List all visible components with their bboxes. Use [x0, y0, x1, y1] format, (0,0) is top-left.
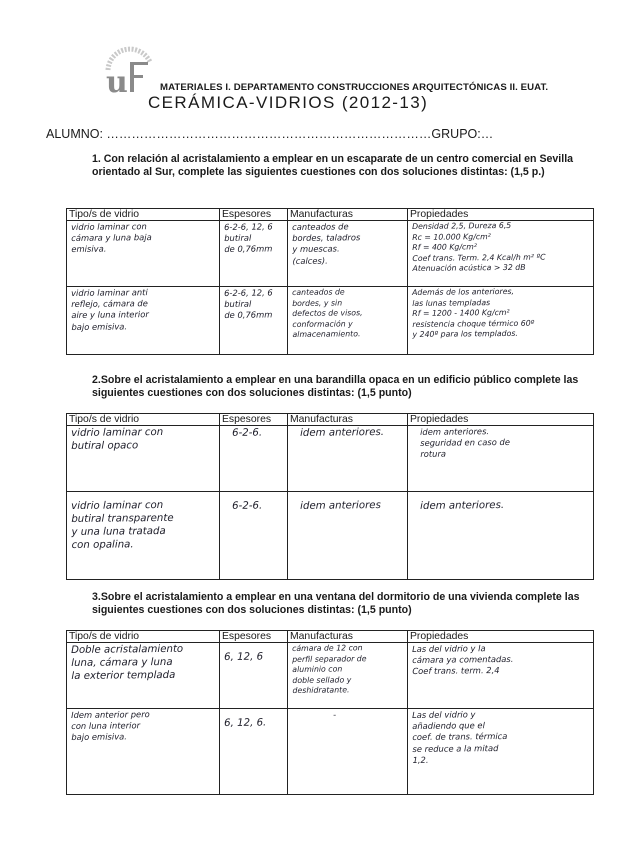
column-header-espesores: Espesores [220, 631, 288, 643]
table-row [67, 492, 594, 580]
answer-propiedades: Densidad 2,5, Dureza 6,5 Rc = 10.000 Kg/cm² Rf = 400 Kg/cm² Coef trans. Term. 2,4 Kcal/h m² ºC Atenuación acústica > 32 dB [412, 220, 546, 274]
answer-tipo: vidrio laminar con cámara y luna baja emisiva. [71, 221, 152, 255]
student-group-line: ALUMNO: ……………………………………………………………………GRUPO:… [46, 127, 494, 141]
column-header-espesores: Espesores [220, 209, 288, 221]
answer-espesores: 6-2-6, 12, 6 butiral de 0,76mm [224, 221, 273, 255]
column-header-tipo: Tipo/s de vidrio [67, 209, 220, 221]
question-2-table [66, 413, 594, 580]
column-header-propiedades: Propiedades [408, 209, 594, 221]
answer-espesores: 6-2-6. [232, 500, 263, 512]
question-1-text: 1. Con relación al acristalamiento a emplear en un escaparate de un centro comercial en Sevilla orientado al Sur, complete las siguientes cuestiones con dos soluciones distintas: (1,5 p.) [92, 153, 574, 179]
question-1-table [66, 208, 594, 355]
answer-manufacturas: cámara de 12 con perfil separador de aluminio con doble sellado y deshidratante. [292, 643, 367, 696]
question-2-text: 2.Sobre el acristalamiento a emplear en una barandilla opaca en un edificio público complete las siguientes cuestiones con dos soluciones distintas: (1,5 punto) [92, 374, 579, 400]
answer-espesores: 6, 12, 6. [224, 717, 267, 729]
column-header-manufacturas: Manufacturas [288, 631, 408, 643]
table-header-row [67, 209, 594, 221]
university-logo [100, 42, 158, 96]
question-3-table [66, 630, 594, 795]
answer-propiedades: idem anteriores. [420, 499, 505, 512]
table-row [67, 221, 594, 287]
table-row [67, 643, 594, 709]
table-row [67, 287, 594, 355]
answer-espesores: 6-2-6, 12, 6 butiral de 0,76mm [224, 287, 273, 321]
answer-manufacturas: - [333, 709, 337, 720]
column-header-tipo: Tipo/s de vidrio [67, 414, 220, 426]
column-header-manufacturas: Manufacturas [288, 209, 408, 221]
answer-tipo: vidrio laminar con butiral opaco [71, 426, 164, 452]
answer-espesores: 6-2-6. [232, 427, 263, 439]
svg-text:u: u [106, 65, 128, 96]
column-header-tipo: Tipo/s de vidrio [67, 631, 220, 643]
column-header-manufacturas: Manufacturas [288, 414, 408, 426]
table-header-row [67, 631, 594, 643]
answer-manufacturas: canteados de bordes, taladros y muescas. (calces). [292, 221, 361, 266]
answer-manufacturas: idem anteriores [300, 500, 381, 512]
answer-tipo: vidrio laminar con butiral transparente y una luna tratada con opalina. [71, 499, 174, 551]
answer-tipo: vidrio laminar anti reflejo, cámara de aire y luna interior bajo emisiva. [71, 287, 149, 332]
answer-propiedades: idem anteriores. seguridad en caso de rotura [420, 426, 511, 460]
university-seal-icon [100, 42, 158, 96]
table-row [67, 709, 594, 795]
table-row [67, 426, 594, 492]
answer-manufacturas: idem anteriores. [300, 426, 385, 439]
table-header-row [67, 414, 594, 426]
answer-propiedades: Las del vidrio y añadiendo que el coef. de trans. térmica se reduce a la mitad 1,2. [412, 709, 508, 765]
answer-manufacturas: canteados de bordes, y sin defectos de visos, conformación y almacenamiento. [292, 287, 363, 340]
answer-tipo: Idem anterior pero con luna interior bajo emisiva. [71, 709, 150, 743]
answer-espesores: 6, 12, 6 [224, 651, 264, 663]
answer-propiedades: Además de los anteriores, las lunas templadas Rf = 1200 - 1400 Kg/cm² resistencia choque térmico 60º y 240º para los templados. [412, 286, 535, 340]
answer-propiedades: Las del vidrio y la cámara ya comentadas. Coef trans. term. 2,4 [412, 643, 514, 677]
page-title: CERÁMICA-VIDRIOS (2012-13) [148, 93, 429, 112]
question-3-text: 3.Sobre el acristalamiento a emplear en una ventana del dormitorio de una vivienda complete las siguientes cuestiones con dos soluciones distintas: (1,5 punto) [92, 591, 580, 617]
column-header-espesores: Espesores [220, 414, 288, 426]
answer-tipo: Doble acristalamiento luna, cámara y luna la exterior templada [71, 643, 184, 682]
column-header-propiedades: Propiedades [408, 631, 594, 643]
department-header: MATERIALES I. DEPARTAMENTO CONSTRUCCIONES ARQUITECTÓNICAS II. EUAT. [160, 82, 549, 93]
column-header-propiedades: Propiedades [408, 414, 594, 426]
